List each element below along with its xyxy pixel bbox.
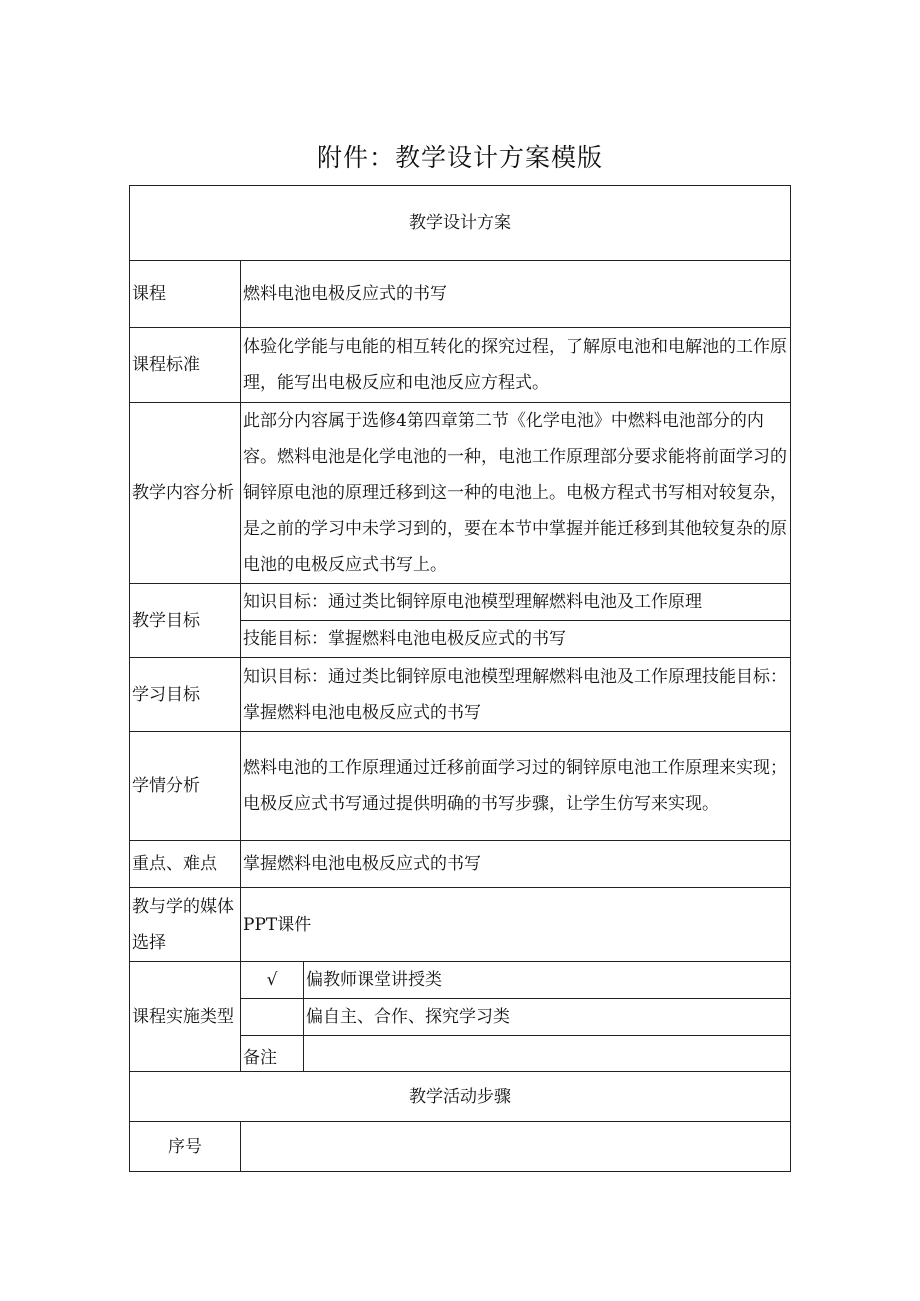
media-label: 教与学的媒体选择: [130, 888, 241, 962]
option1-label: 偏教师课堂讲授类: [304, 962, 791, 999]
learner-analysis-value: 燃料电池的工作原理通过迁移前面学习过的铜锌原电池工作原理来实现；电极反应式书写通过提供明确的书写步骤，让学生仿写来实现。: [241, 732, 791, 841]
knowledge-goal: 知识目标：通过类比铜锌原电池模型理解燃料电池及工作原理: [241, 584, 791, 621]
course-value: 燃料电池电极反应式的书写: [241, 261, 791, 328]
content-analysis-value: 此部分内容属于选修4第四章第二节《化学电池》中燃料电池部分的内容。燃料电池是化学电池的一种，电池工作原理部分要求能将前面学习的铜锌原电池的原理迁移到这一种的电池上。电极方程式书写相对较复杂，是之前的学习中未学习到的，要在本节中掌握并能迁移到其他较复杂的原电池的电极反应式书写上。: [241, 403, 791, 584]
teaching-goals-label: 教学目标: [130, 584, 241, 658]
table-row: [130, 403, 791, 584]
remark-label: 备注: [241, 1036, 304, 1072]
option2-check: [241, 999, 304, 1036]
learning-goals-value: 知识目标：通过类比铜锌原电池模型理解燃料电池及工作原理技能目标：掌握燃料电池电极反应式的书写: [241, 658, 791, 732]
table-row: [130, 584, 791, 621]
learning-goals-label: 学习目标: [130, 658, 241, 732]
sequence-value: [241, 1122, 791, 1172]
key-points-label: 重点、难点: [130, 841, 241, 888]
table-row: [130, 328, 791, 403]
table-header: 教学设计方案: [130, 186, 791, 261]
page-title: 附件：教学设计方案模版: [316, 143, 603, 172]
activity-header: 教学活动步骤: [130, 1072, 791, 1122]
table-row: [130, 261, 791, 328]
lesson-plan-table: [129, 185, 791, 1172]
table-row: [130, 888, 791, 962]
table-row: [130, 658, 791, 732]
key-points-value: 掌握燃料电池电极反应式的书写: [241, 841, 791, 888]
table-row: [130, 1122, 791, 1172]
option1-check: √: [241, 962, 304, 999]
sequence-label: 序号: [130, 1122, 241, 1172]
skill-goal: 技能目标：掌握燃料电池电极反应式的书写: [241, 621, 791, 658]
learner-analysis-label: 学情分析: [130, 732, 241, 841]
standard-label: 课程标准: [130, 328, 241, 403]
table-row: [130, 186, 791, 261]
table-row: [130, 962, 791, 999]
standard-value: 体验化学能与电能的相互转化的探究过程，了解原电池和电解池的工作原理，能写出电极反应和电池反应方程式。: [241, 328, 791, 403]
course-label: 课程: [130, 261, 241, 328]
implementation-label: 课程实施类型: [130, 962, 241, 1072]
table-row: [130, 841, 791, 888]
table-row: [130, 732, 791, 841]
content-analysis-label: 教学内容分析: [130, 403, 241, 584]
table-row: [130, 1072, 791, 1122]
option2-label: 偏自主、合作、探究学习类: [304, 999, 791, 1036]
remark-value: [304, 1036, 791, 1072]
media-value: PPT课件: [241, 888, 791, 962]
